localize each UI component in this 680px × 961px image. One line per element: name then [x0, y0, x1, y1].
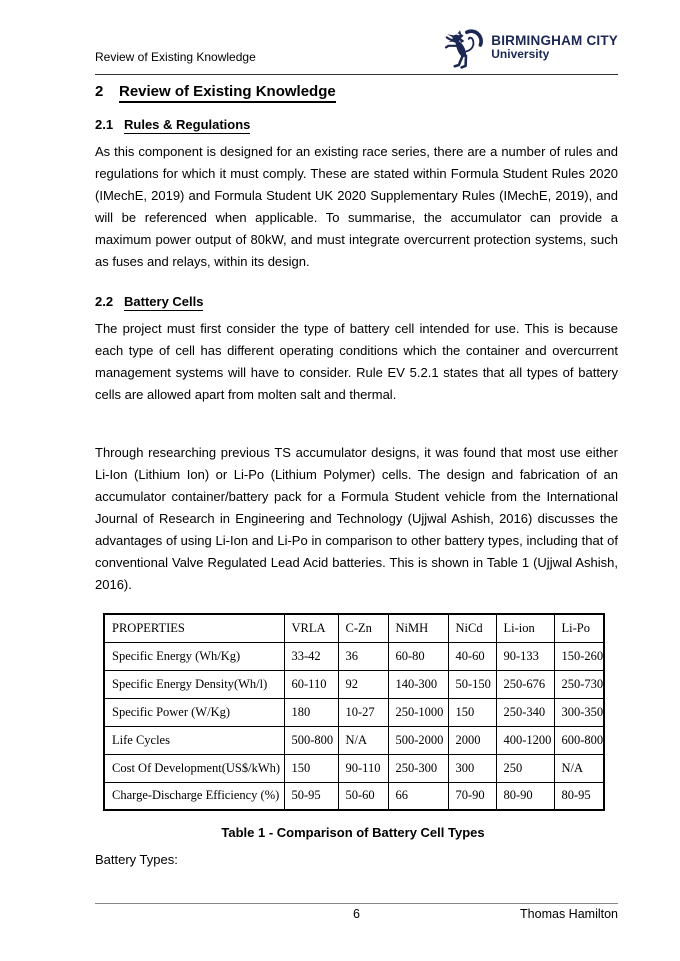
cell-value: 300 [448, 754, 496, 782]
cell-value: 150 [448, 698, 496, 726]
column-header: PROPERTIES [104, 614, 284, 642]
cell-value: 150-260 [554, 642, 604, 670]
cell-value: 180 [284, 698, 338, 726]
section-number: 2.2 [95, 294, 114, 309]
column-header: C-Zn [338, 614, 388, 642]
column-header: VRLA [284, 614, 338, 642]
cell-value: 250 [496, 754, 554, 782]
cell-value: 50-95 [284, 782, 338, 810]
table-row [104, 670, 604, 698]
battery-types-label: Battery Types: [95, 852, 178, 867]
section-title: Battery Cells [124, 294, 204, 309]
row-property-label: Charge-Discharge Efficiency (%) [104, 782, 284, 810]
cell-value: 500-800 [284, 726, 338, 754]
cell-value: 150 [284, 754, 338, 782]
cell-value: 60-80 [388, 642, 448, 670]
cell-value: 600-800 [554, 726, 604, 754]
paragraph-rules-regulations: As this component is designed for an existing race series, there are a number of rules and regulations for which it must comply. These are stated within Formula Student Rules 2020 (IMechE, 2019) and Formula Student UK 2020 Supplementary Rules (IMechE, 2019), and will be referenced when applicable. To summarise, the accumulator can provide a maximum power output of 80kW, and must integrate overcurrent protection systems, such as fuses and relays, within its design. [95, 144, 618, 269]
cell-value: 40-60 [448, 642, 496, 670]
section-heading-2-1 [95, 116, 618, 133]
table-row [104, 726, 604, 754]
cell-value: 90-133 [496, 642, 554, 670]
running-title: Review of Existing Knowledge [95, 50, 256, 64]
logo-university-sub: University [491, 46, 550, 61]
table-row [104, 754, 604, 782]
paragraph-battery-cells-2: Through researching previous TS accumulator designs, it was found that most use either Li-Ion (Lithium Ion) or Li-Po (Lithium Polymer) cells. The design and fabrication of an accumulator container/battery pack for a Formula Student vehicle from the International Journal of Research in Engineering and Technology (Ujjwal Ashish, 2016) discusses the advantages of using Li-Ion and Li-Po in comparison to other battery types, including that of conventional Valve Regulated Lead Acid batteries. This is shown in Table 1 (Ujjwal Ashish, 2016). [95, 445, 618, 592]
chapter-number: 2 [95, 83, 104, 100]
cell-value: 250-340 [496, 698, 554, 726]
cell-value: 2000 [448, 726, 496, 754]
page-header [95, 30, 618, 75]
bcu-logo [444, 26, 618, 72]
column-header: Li-ion [496, 614, 554, 642]
cell-value: 250-300 [388, 754, 448, 782]
lion-icon [444, 26, 484, 72]
cell-value: 400-1200 [496, 726, 554, 754]
table-row [104, 782, 604, 810]
cell-value: 36 [338, 642, 388, 670]
logo-university-name: BIRMINGHAM CITY [491, 32, 618, 48]
cell-value: 140-300 [388, 670, 448, 698]
cell-value: 92 [338, 670, 388, 698]
author-name: Thomas Hamilton [520, 907, 618, 921]
section-title: Rules & Regulations [124, 117, 251, 132]
cell-value: 66 [388, 782, 448, 810]
column-header: Li-Po [554, 614, 604, 642]
column-header: NiCd [448, 614, 496, 642]
battery-table [103, 613, 605, 811]
row-property-label: Cost Of Development(US$/kWh) [104, 754, 284, 782]
row-property-label: Specific Energy Density(Wh/l) [104, 670, 284, 698]
section-heading-2-2 [95, 293, 618, 310]
cell-value: 10-27 [338, 698, 388, 726]
column-header: NiMH [388, 614, 448, 642]
cell-value: 70-90 [448, 782, 496, 810]
paragraph-battery-cells-1: The project must first consider the type of battery cell intended for use. This is because each type of cell has different operating conditions which the container and overcurrent management systems will have to consider. Rule EV 5.2.1 states that all types of battery cells are allowed apart from molten salt and thermal. [95, 321, 618, 402]
row-property-label: Specific Energy (Wh/Kg) [104, 642, 284, 670]
cell-value: 80-90 [496, 782, 554, 810]
logo-text [491, 34, 618, 65]
table-caption: Table 1 - Comparison of Battery Cell Types [221, 825, 485, 840]
cell-value: 90-110 [338, 754, 388, 782]
cell-value: 80-95 [554, 782, 604, 810]
cell-value: N/A [338, 726, 388, 754]
table-row [104, 698, 604, 726]
cell-value: 250-676 [496, 670, 554, 698]
cell-value: 50-150 [448, 670, 496, 698]
page-number: 6 [353, 907, 360, 921]
row-property-label: Life Cycles [104, 726, 284, 754]
chapter-title: Review of Existing Knowledge [119, 83, 336, 103]
table-row [104, 642, 604, 670]
cell-value: 500-2000 [388, 726, 448, 754]
cell-value: 250-1000 [388, 698, 448, 726]
page-footer [95, 903, 618, 925]
cell-value: 60-110 [284, 670, 338, 698]
chapter-heading [95, 82, 618, 101]
cell-value: 33-42 [284, 642, 338, 670]
section-number: 2.1 [95, 117, 114, 132]
cell-value: 50-60 [338, 782, 388, 810]
table-header-row [104, 614, 604, 642]
cell-value: N/A [554, 754, 604, 782]
cell-value: 300-350 [554, 698, 604, 726]
row-property-label: Specific Power (W/Kg) [104, 698, 284, 726]
cell-value: 250-730 [554, 670, 604, 698]
